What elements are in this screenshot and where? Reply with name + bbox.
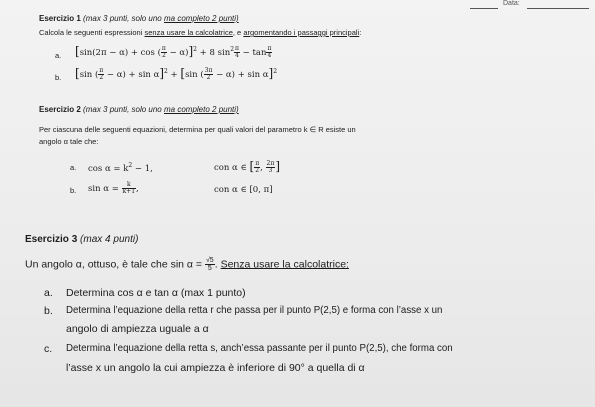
ex1-item-a-marker: a. [55, 51, 62, 60]
exercise-3-title [25, 234, 138, 245]
ex1-points: (max 3 punti, solo uno ma completo 2 punti) [83, 14, 239, 23]
ex2-condition-b: con α ∈ [0, π] [214, 185, 273, 195]
ex3-item-a-marker: a. [44, 287, 53, 299]
date-label: Data: [503, 0, 520, 7]
ex1-title-text: Esercizio 1 [39, 14, 81, 23]
exercise-2-title [39, 105, 239, 114]
ex1-item-b-marker: b. [55, 73, 62, 82]
ex3-item-b-text: Determina l’equazione della retta r che passa per il punto P(2,5) e forma con l’asse x un [66, 305, 443, 316]
ex1-expression-a: [sin(2π − α) + cos ( $\frac{\pi}{2}$ − α)]$^2$ + 8 $\sin^2$ $\frac{\pi}{4}$ − tan $\frac{\pi}{4}$ [75, 44, 272, 59]
ex3-intro: Un angolo α, ottuso, è tale che sin α = $\frac{√5}{5}$ . Senza usare la calcolatrice: [25, 257, 349, 272]
ex2-item-a-marker: a. [70, 163, 77, 172]
ex2-equation-a: $\cos \alpha = k^2 - 1$, [88, 162, 153, 174]
date-line [527, 8, 589, 9]
ex2-equation-b: sin α = $\frac{k}{k+1}$ , [88, 181, 139, 195]
ex2-title-text: Esercizio 2 [39, 105, 81, 114]
date-line-left [470, 8, 498, 9]
ex2-item-b-marker: b. [70, 186, 77, 195]
ex3-item-a-text: Determina cos α e tan α (max 1 punto) [66, 287, 246, 299]
ex1-instructions: Calcola le seguenti espressioni senza usare la calcolatrice, e argomentando i passaggi principali: [39, 28, 362, 37]
ex3-item-c-text-cont: l’asse x un angolo la cui ampiezza è inferiore di 90° a quella di α [66, 362, 365, 374]
ex2-condition-a: con α ∈ [ $\frac{\pi}{2}$ , $\frac{2\pi}{3}$ ] [214, 159, 280, 174]
ex3-item-b-text-cont: angolo di ampiezza uguale a α [66, 323, 209, 335]
ex2-instructions-line-2: angolo α tale che: [39, 137, 99, 146]
exercise-1-title [39, 14, 239, 23]
ex2-points: (max 3 punti, solo uno ma completo 2 punti) [83, 105, 239, 114]
ex3-item-c-text: Determina l’equazione della retta s, anch’essa passante per il punto P(2,5), che forma con [66, 343, 453, 354]
ex1-expression-b: [sin ( $\frac{\pi}{2}$ − α) + sin α]$^2$ + [sin ( $\frac{3\pi}{2}$ − α) + sin α]$^2$ [75, 66, 278, 81]
ex2-instructions-line-1: Per ciascuna delle seguenti equazioni, determina per quali valori del parametro k ∈ R esiste un [39, 125, 356, 134]
ex3-item-c-marker: c. [44, 343, 53, 355]
ex3-title-text: Esercizio 3 [25, 234, 78, 245]
ex3-item-b-marker: b. [44, 305, 53, 317]
ex3-points: (max 4 punti) [80, 234, 139, 245]
